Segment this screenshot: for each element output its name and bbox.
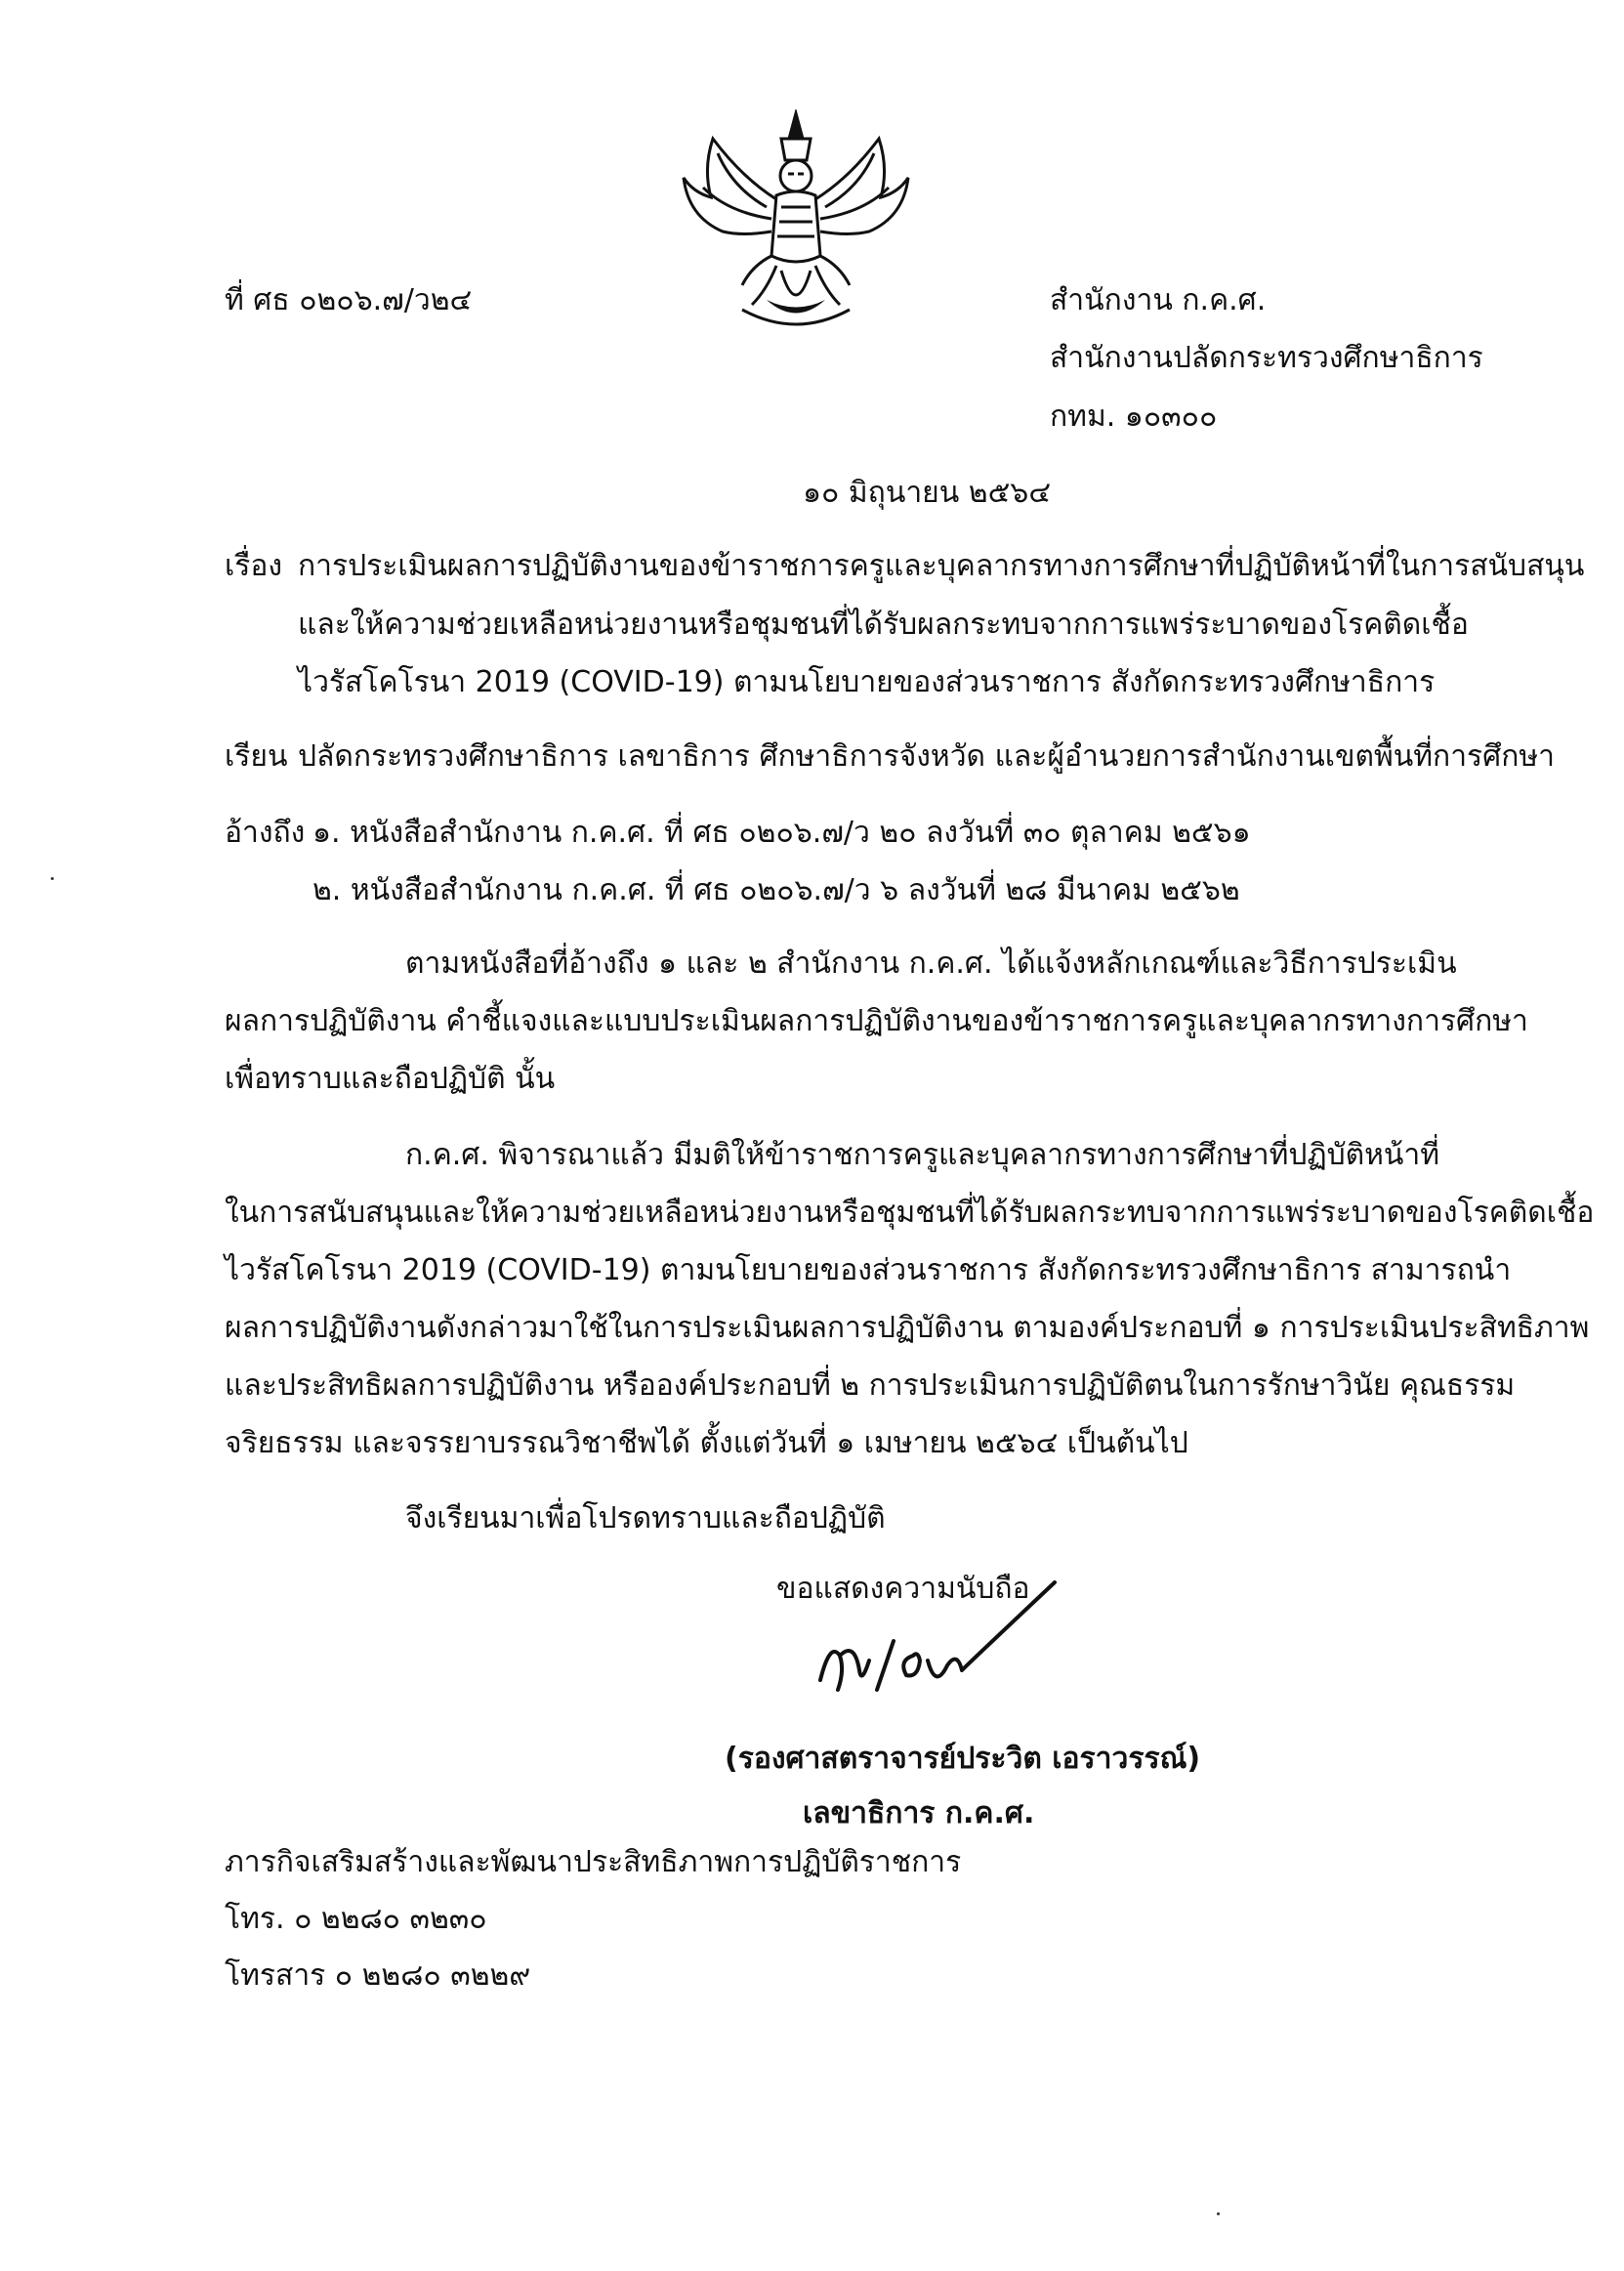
paragraph-2-line-5: และประสิทธิผลการปฏิบัติงาน หรือองค์ประกอบที่ ๒ การประเมินการปฏิบัติตนในการรักษาวินัย คุณธรรม [225,1368,1516,1403]
scan-speck [1217,2212,1220,2215]
footer-phone: โทร. ๐ ๒๒๘๐ ๓๒๓๐ [225,1902,487,1936]
letter-date: ๑๐ มิถุนายน ๒๕๖๔ [803,476,1052,510]
references-label: อ้างถึง [225,816,306,850]
subject-line-3: ไวรัสโคโรนา 2019 (COVID-19) ตามนโยบายของส่วนราชการ สังกัดกระทรวงศึกษาธิการ [298,665,1436,699]
paragraph-2-line-2: ในการสนับสนุนและให้ความช่วยเหลือหน่วยงานหรือชุมชนที่ได้รับผลกระทบจากการแพร่ระบาดของโรคติดเชื้อ [225,1196,1595,1230]
reference-item-2: ๒. หนังสือสำนักงาน ก.ค.ศ. ที่ ศธ ๐๒๐๖.๗/ว ๖ ลงวันที่ ๒๘ มีนาคม ๒๕๖๒ [312,873,1240,907]
paragraph-2-line-3: ไวรัสโคโรนา 2019 (COVID-19) ตามนโยบายของส่วนราชการ สังกัดกระทรวงศึกษาธิการ สามารถนำ [225,1253,1512,1287]
paragraph-1-line-2: ผลการปฏิบัติงาน คำชี้แจงและแบบประเมินผลการปฏิบัติงานของข้าราชการครูและบุคลากรทางการศึกษา [225,1004,1528,1038]
office-line-2: สำนักงานปลัดกระทรวงศึกษาธิการ [1050,341,1483,375]
addressee-label: เรียน [225,739,288,774]
signer-title: เลขาธิการ ก.ค.ศ. [803,1796,1035,1830]
closing-salutation: ขอแสดงความนับถือ [776,1572,1030,1606]
footer-department: ภารกิจเสริมสร้างและพัฒนาประสิทธิภาพการปฏิบัติราชการ [225,1845,962,1879]
office-line-3: กทม. ๑๐๓๐๐ [1050,400,1218,434]
addressee-text: ปลัดกระทรวงศึกษาธิการ เลขาธิการ ศึกษาธิการจังหวัด และผู้อำนวยการสำนักงานเขตพื้นที่การศึกษา [298,739,1555,774]
scan-speck [51,877,54,880]
subject-line-1: การประเมินผลการปฏิบัติงานของข้าราชการครูและบุคลากรทางการศึกษาที่ปฏิบัติหน้าที่ในการสนับสนุน [298,549,1585,583]
reference-item-1: ๑. หนังสือสำนักงาน ก.ค.ศ. ที่ ศธ ๐๒๐๖.๗/ว ๒๐ ลงวันที่ ๓๐ ตุลาคม ๒๕๖๑ [312,816,1251,850]
footer-fax: โทรสาร ๐ ๒๒๘๐ ๓๒๒๙ [225,1958,531,1993]
paragraph-1-line-3: เพื่อทราบและถือปฏิบัติ นั้น [225,1062,556,1096]
subject-line-2: และให้ความช่วยเหลือหน่วยงานหรือชุมชนที่ได้รับผลกระทบจากการแพร่ระบาดของโรคติดเชื้อ [298,608,1469,642]
handwritten-signature-icon [801,1563,1074,1709]
office-line-1: สำนักงาน ก.ค.ศ. [1050,283,1267,317]
paragraph-2-line-6: จริยธรรม และจรรยาบรรณวิชาชีพได้ ตั้งแต่วันที่ ๑ เมษายน ๒๕๖๔ เป็นต้นไป [225,1426,1188,1460]
signer-name: (รองศาสตราจารย์ประวิต เอราวรรณ์) [725,1742,1201,1776]
closing-request: จึงเรียนมาเพื่อโปรดทราบและถือปฏิบัติ [405,1501,886,1535]
paragraph-2-line-4: ผลการปฏิบัติงานดังกล่าวมาใช้ในการประเมินผลการปฏิบัติงาน ตามองค์ประกอบที่ ๑ การประเมินประสิทธิภาพ [225,1311,1590,1345]
subject-label: เรื่อง [225,549,283,583]
paragraph-2-line-1: ก.ค.ศ. พิจารณาแล้ว มีมติให้ข้าราชการครูและบุคลากรทางการศึกษาที่ปฏิบัติหน้าที่ [405,1138,1440,1172]
garuda-emblem-icon [674,109,918,334]
paragraph-1-line-1: ตามหนังสือที่อ้างถึง ๑ และ ๒ สำนักงาน ก.ค.ศ. ได้แจ้งหลักเกณฑ์และวิธีการประเมิน [405,946,1457,981]
reference-number: ที่ ศธ ๐๒๐๖.๗/ว๒๔ [225,283,473,317]
